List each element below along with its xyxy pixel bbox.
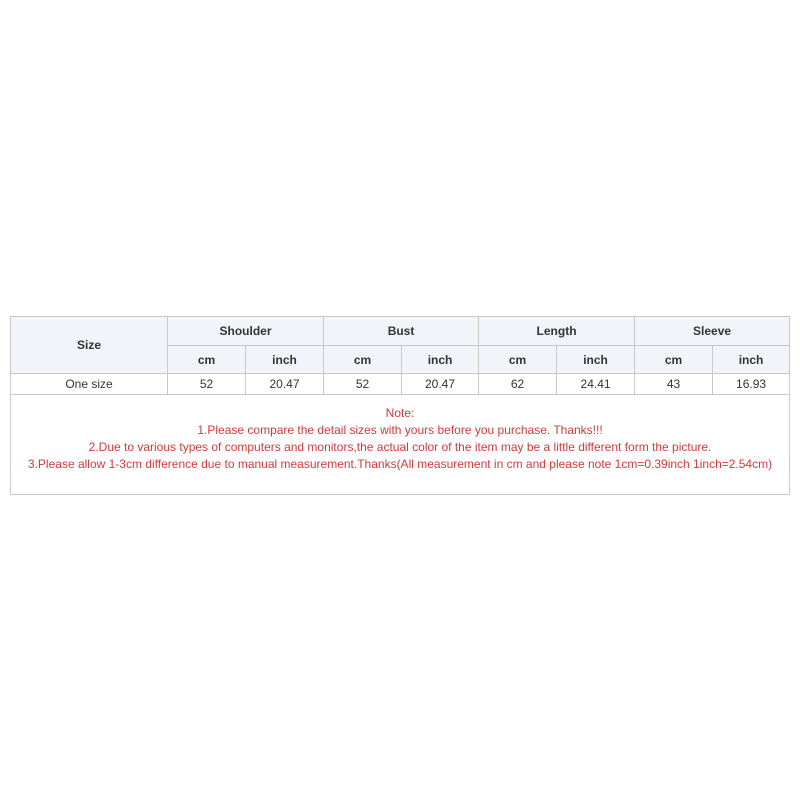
- size-column-header: Size: [11, 317, 168, 374]
- note-row: [11, 395, 790, 495]
- table-cell: 20.47: [402, 374, 479, 395]
- unit-header-cell: cm: [168, 346, 246, 374]
- length-header: Length: [479, 317, 635, 346]
- table-cell: 52: [324, 374, 402, 395]
- unit-header-cell: inch: [557, 346, 635, 374]
- sleeve-header: Sleeve: [635, 317, 790, 346]
- shoulder-header: Shoulder: [168, 317, 324, 346]
- table-cell: 62: [479, 374, 557, 395]
- unit-header-cell: inch: [402, 346, 479, 374]
- unit-header-cell: inch: [713, 346, 790, 374]
- table-cell: 43: [635, 374, 713, 395]
- table-cell: 20.47: [246, 374, 324, 395]
- unit-header-cell: inch: [246, 346, 324, 374]
- note-title: Note:: [385, 406, 415, 420]
- note-line-3: 3.Please allow 1-3cm difference due to manual measurement.Thanks(All measurement in cm and please note 1cm=0.39inch 1inch=2.54cm): [27, 457, 773, 471]
- table-cell: 16.93: [713, 374, 790, 395]
- unit-header-cell: cm: [635, 346, 713, 374]
- note-line-1: 1.Please compare the detail sizes with yours before you purchase. Thanks!!!: [197, 423, 603, 437]
- table-cell: 52: [168, 374, 246, 395]
- table-header-row: [11, 317, 790, 346]
- table-cell: 24.41: [557, 374, 635, 395]
- unit-header-cell: cm: [479, 346, 557, 374]
- table-row: [11, 374, 790, 395]
- unit-header-cell: cm: [324, 346, 402, 374]
- bust-header: Bust: [324, 317, 479, 346]
- note-line-2: 2.Due to various types of computers and monitors,the actual color of the item may be a little different form the picture.: [88, 440, 712, 454]
- note-cell: [11, 395, 790, 495]
- size-chart-table: [10, 316, 790, 495]
- size-cell: One size: [11, 374, 168, 395]
